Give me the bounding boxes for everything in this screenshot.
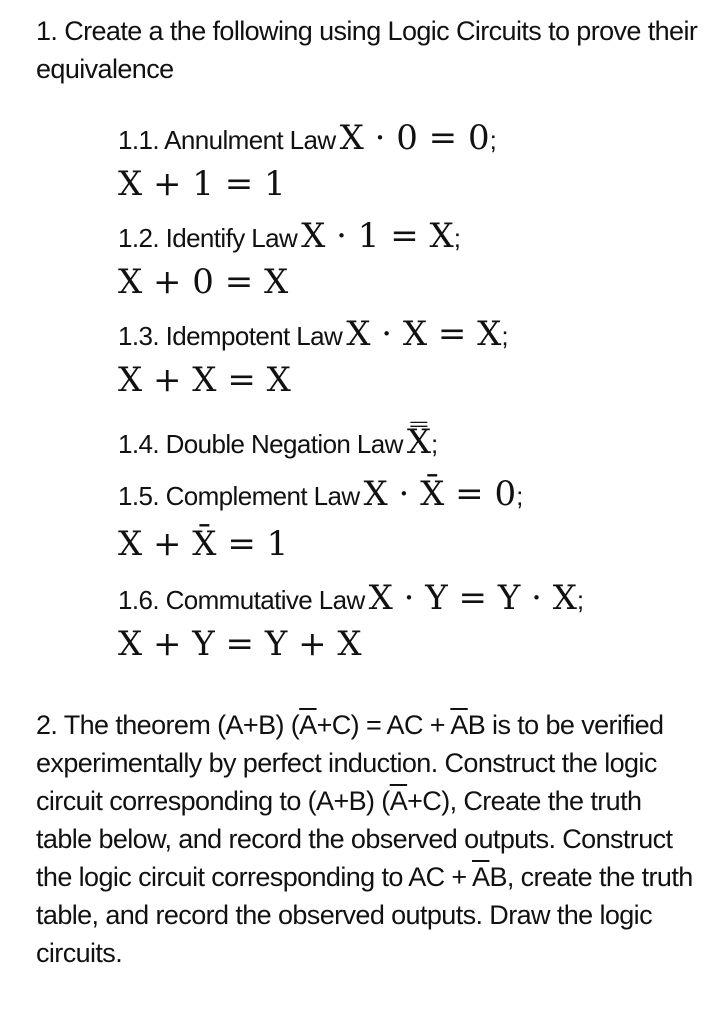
law-1-1-line1 bbox=[118, 118, 497, 158]
law-1-5-line2: X + X̄ = 1 bbox=[118, 524, 289, 564]
law-1-5-line1 bbox=[118, 474, 523, 514]
law-1-4-line1 bbox=[118, 422, 438, 462]
law-expression: X · Y = Y · X bbox=[368, 578, 577, 618]
semicolon: ; bbox=[453, 223, 461, 253]
q2-text-part: +C), Create the truth table below, and record the observed outputs. Construct the logic circuit corresponding to AC + bbox=[36, 786, 673, 892]
law-label: 1.5. Complement Law bbox=[118, 481, 360, 511]
law-label: 1.1. Annulment Law bbox=[118, 125, 336, 155]
law-1-6-line1 bbox=[118, 578, 584, 618]
law-1-3-line2: X + X = X bbox=[118, 360, 291, 400]
a-bar: $\overline{A}$ bbox=[299, 710, 317, 740]
q2-text-part: 2. The theorem (A+B) ( bbox=[36, 710, 300, 740]
a-bar: $\overline{A}$ bbox=[472, 862, 490, 892]
law-1-3-line1 bbox=[118, 314, 509, 354]
q2-text-part: B is to be verified experimentally by perfect induction. Construct the logic circuit corresponding to (A+B) ( bbox=[36, 710, 664, 816]
semicolon: ; bbox=[501, 321, 509, 351]
a-bar: $\overline{A}$ bbox=[450, 710, 468, 740]
law-label: 1.4. Double Negation Law bbox=[118, 429, 403, 459]
semicolon: ; bbox=[489, 125, 497, 155]
question-1-heading: 1. Create a the following using Logic Circuits to prove their equivalence bbox=[36, 16, 698, 84]
q2-text-part: +C) = AC + bbox=[316, 710, 451, 740]
question-2-text bbox=[36, 706, 696, 972]
law-expression: X · X̄ = 0 bbox=[363, 474, 517, 514]
q2-text-part: B, create the truth table, and record the observed outputs. Draw the logic circuits. bbox=[36, 862, 693, 968]
semicolon: ; bbox=[516, 481, 524, 511]
semicolon: ; bbox=[576, 585, 585, 615]
law-label: 1.3. Idempotent Law bbox=[118, 321, 343, 351]
law-1-1-line2: X + 1 = 1 bbox=[118, 164, 286, 204]
semicolon: ; bbox=[431, 429, 439, 459]
law-label: 1.2. Identify Law bbox=[118, 223, 298, 253]
law-expression: X̿ bbox=[406, 422, 432, 462]
law-expression: X · 1 = X bbox=[301, 216, 454, 256]
law-1-2-line1 bbox=[118, 216, 461, 256]
law-1-2-line2: X + 0 = X bbox=[118, 262, 289, 302]
law-1-6-line2: X + Y = Y + X bbox=[118, 624, 362, 664]
law-label: 1.6. Commutative Law bbox=[118, 585, 365, 615]
law-expression: X · 0 = 0 bbox=[339, 118, 490, 158]
a-bar: $\overline{A}$ bbox=[389, 786, 408, 816]
law-expression: X · X = X bbox=[346, 314, 502, 354]
